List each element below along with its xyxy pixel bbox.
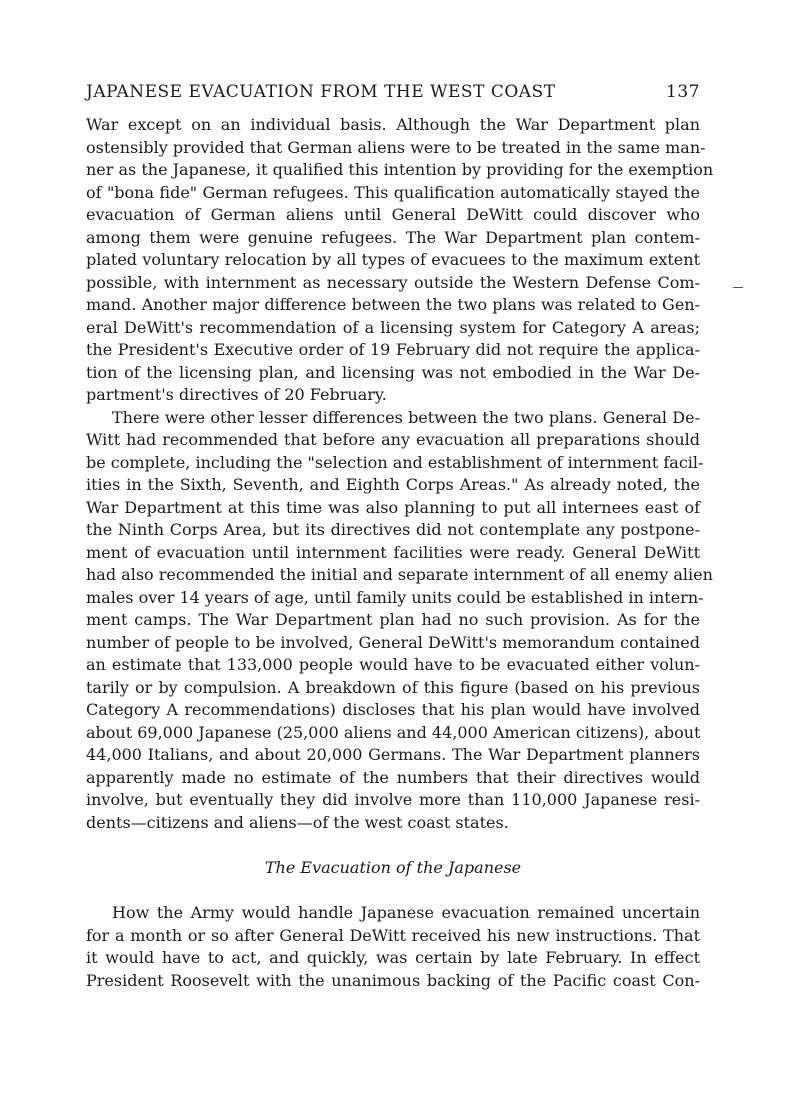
text-line: tarily or by compulsion. A breakdown of this figure (based on his previous	[86, 677, 700, 697]
text-line: Category A recommendations) discloses that his plan would have involved	[86, 700, 700, 719]
text-line: the Ninth Corps Area, but its directives did not contemplate any postpone-	[86, 520, 700, 539]
text-line: about 69,000 Japanese (25,000 aliens and 44,000 American citizens), about	[86, 722, 701, 742]
book-page	[86, 82, 714, 992]
text-line: apparently made no estimate of the numbers that their directives would	[86, 767, 700, 787]
text-line: number of people to be involved, General DeWitt's memorandum contained	[86, 632, 700, 652]
paragraph-1	[86, 114, 714, 407]
text-line: ities in the Sixth, Seventh, and Eighth Corps Areas." As already noted, the	[86, 475, 700, 494]
text-line: tion of the licensing plan, and licensing was not embodied in the War De-	[86, 362, 700, 382]
text-line: the President's Executive order of 19 February did not require the applica-	[86, 340, 700, 359]
text-line: males over 14 years of age, until family units could be established in intern-	[86, 587, 704, 607]
page-number: 137	[666, 82, 700, 102]
text-line: ner as the Japanese, it qualified this intention by providing for the exemption	[86, 160, 714, 179]
text-line: among them were genuine refugees. The War Department plan contem-	[86, 227, 700, 247]
text-line: it would have to act, and quickly, was certain by late February. In effect	[86, 948, 700, 967]
text-line: War Department at this time was also planning to put all internees east of	[86, 497, 700, 517]
text-line: partment's directives of 20 February.	[86, 385, 387, 404]
text-line: Witt had recommended that before any evacuation all preparations should	[86, 430, 700, 449]
text-line: ostensibly provided that German aliens were to be treated in the same man-	[86, 137, 706, 157]
text-line: There were other lesser differences between the two plans. General De-	[112, 407, 700, 427]
paragraph-2	[86, 407, 713, 835]
text-line: How the Army would handle Japanese evacuation remained uncertain	[112, 903, 700, 922]
running-head-title: JAPANESE EVACUATION FROM THE WEST COAST	[86, 82, 556, 102]
text-line: 44,000 Italians, and about 20,000 Germans. The War Department planners	[86, 745, 700, 764]
text-line: ment of evacuation until internment facilities were ready. General DeWitt	[86, 542, 700, 562]
text-line: for a month or so after General DeWitt received his new instructions. That	[86, 925, 700, 945]
text-line: evacuation of German aliens until General DeWitt could discover who	[86, 205, 700, 224]
text-line: President Roosevelt with the unanimous backing of the Pacific coast Con-	[86, 970, 700, 990]
section-heading: The Evacuation of the Japanese	[264, 858, 522, 877]
paragraph-3	[86, 902, 700, 992]
text-line: dents—citizens and aliens—of the west coast states.	[86, 812, 509, 832]
margin-dash-mark	[733, 287, 743, 288]
text-line: be complete, including the "selection and establishment of internment facil-	[86, 452, 704, 472]
text-line: possible, with internment as necessary outside the Western Defense Com-	[86, 272, 700, 292]
text-line: mand. Another major difference between the two plans was related to Gen-	[86, 295, 700, 314]
running-head	[86, 82, 700, 112]
text-line: War except on an individual basis. Although the War Department plan	[86, 115, 700, 134]
text-line: an estimate that 133,000 people would have to be evacuated either volun-	[86, 655, 700, 674]
text-line: of "bona fide" German refugees. This qualification automatically stayed the	[86, 182, 700, 202]
text-line: involve, but eventually they did involve more than 110,000 Japanese resi-	[86, 790, 700, 809]
text-line: had also recommended the initial and separate internment of all enemy alien	[86, 565, 713, 584]
text-line: plated voluntary relocation by all types of evacuees to the maximum extent	[86, 250, 700, 269]
text-line: ment camps. The War Department plan had no such provision. As for the	[86, 610, 700, 629]
text-line: eral DeWitt's recommendation of a licensing system for Category A areas;	[86, 317, 700, 337]
